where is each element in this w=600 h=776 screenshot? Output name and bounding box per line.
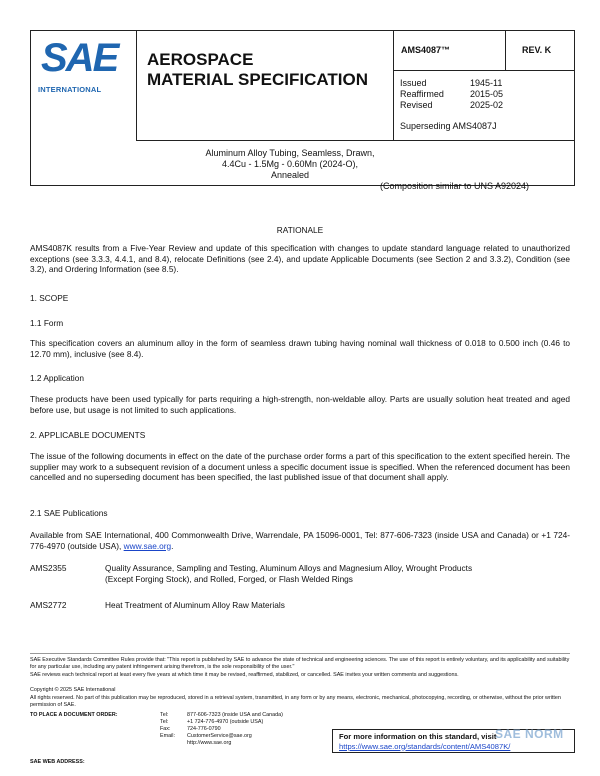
section-2-heading: 2. APPLICABLE DOCUMENTS bbox=[30, 430, 146, 440]
reference-code: AMS2355 bbox=[30, 563, 67, 573]
footer-rights: All rights reserved. No part of this publication may be reproduced, stored in a retrieval system, transmitted, in any form or by any means, electronic, mechanical, photocopying, recording, or otherwise, without the prior written permission of SAE. bbox=[30, 695, 561, 708]
divider bbox=[393, 30, 394, 140]
reference-title: Quality Assurance, Sampling and Testing, Aluminum Alloys and Magnesium Alloy, Wrought Products (Except Forging Stock), and Rolled, Forged, or Flash Welded Rings bbox=[105, 563, 473, 584]
sae-logo-text: SAE bbox=[41, 36, 118, 80]
divider bbox=[136, 30, 137, 140]
contact-values: 877-606-7323 (inside USA and Canada) +1 724-776-4970 (outside USA) 724-776-0790 CustomerService@sae.org http://www.sae.org bbox=[187, 712, 283, 746]
section-1-2-text: These products have been used typically for parts requiring a high-strength, non-weldable alloy. Parts are usually solution heat treated and aged before use, but usage is not limited to such applications. bbox=[30, 394, 570, 415]
more-info-box: For more information on this standard, visit https://www.sae.org/standards/content/AMS4087K/ bbox=[332, 729, 575, 753]
reference-code: AMS2772 bbox=[30, 600, 67, 610]
divider bbox=[393, 70, 575, 71]
title-line: AEROSPACE bbox=[147, 50, 254, 69]
footer-disclaimer: SAE Executive Standards Committee Rules provide that: "This report is published by SAE to advance the state of technical and engineering sciences. The use of this report is entirely voluntary, and its applicability and suitability for any particular use, including any patent infringement arising therefrom, is the sole responsibility of the user." bbox=[30, 657, 570, 670]
sae-website-link[interactable]: www.sae.org bbox=[123, 540, 172, 551]
document-subtitle: Aluminum Alloy Tubing, Seamless, Drawn, 4.4Cu - 1.5Mg - 0.60Mn (2024-O), Annealed bbox=[205, 148, 375, 180]
section-2-1-heading: 2.1 SAE Publications bbox=[30, 508, 108, 518]
web-address-label: SAE WEB ADDRESS: bbox=[30, 759, 85, 765]
reference-title: Heat Treatment of Aluminum Alloy Raw Materials bbox=[105, 600, 285, 610]
contact-labels: Tel: Tel: Fax: Email: bbox=[160, 712, 175, 739]
standard-page-link[interactable]: https://www.sae.org/standards/content/AMS4087K/ bbox=[339, 741, 511, 751]
customer-service-email[interactable]: CustomerService@sae.org bbox=[187, 732, 252, 739]
document-dates bbox=[400, 78, 520, 111]
date-row: Reaffirmed 2015-05 bbox=[400, 89, 504, 99]
watermark: SAE NORM bbox=[495, 727, 564, 741]
section-1-1-heading: 1.1 Form bbox=[30, 318, 64, 328]
sae-logo-subtext: INTERNATIONAL bbox=[38, 85, 102, 94]
divider bbox=[505, 30, 506, 70]
date-row: Issued 1945-11 bbox=[400, 78, 503, 88]
footer-copyright: Copyright © 2025 SAE International bbox=[30, 687, 116, 693]
rationale-text: AMS4087K results from a Five-Year Review and update of this specification with changes to update standard language related to unauthorized exceptions (see 3.3.3, 4.4.1, and 8.4), relocate Definitions (see 2.4), and update Applicable Documents (see Section 2 and 3.3.2), Condition (see 3.2), and Ordering Information (see 8.5). bbox=[30, 243, 570, 275]
section-2-1-text: Available from SAE International, 400 Commonwealth Drive, Warrendale, PA 15096-0001, Tel: 877-606-7323 (inside USA and Canada) or +1 724-776-4970 (outside USA), www.sae.org. bbox=[30, 530, 570, 551]
superseding-note: Superseding AMS4087J bbox=[400, 121, 497, 131]
uns-composition-note: (Composition similar to UNS A92024) bbox=[380, 181, 530, 191]
rationale-heading: RATIONALE bbox=[276, 225, 324, 235]
section-1-heading: 1. SCOPE bbox=[30, 293, 69, 303]
document-number: AMS4087™ bbox=[401, 45, 451, 55]
order-label: TO PLACE A DOCUMENT ORDER: bbox=[30, 712, 118, 718]
document-type-title bbox=[147, 50, 368, 90]
footer-review-note: SAE reviews each technical report at least every five years at which time it may be revised, reaffirmed, stabilized, or cancelled. SAE invites your written comments and suggestions. bbox=[30, 672, 459, 678]
date-row: Revised 2025-02 bbox=[400, 100, 504, 110]
section-1-1-text: This specification covers an aluminum alloy in the form of seamless drawn tubing having nominal wall thickness of 0.018 to 0.500 inch (0.46 to 12.70 mm), inclusive (see 8.4). bbox=[30, 338, 570, 359]
title-line: MATERIAL SPECIFICATION bbox=[147, 70, 368, 89]
section-2-text: The issue of the following documents in effect on the date of the purchase order forms a part of this specification to the extent specified herein. The supplier may work to a subsequent revision of a document unless a specific document issue is specified. When the referenced document has been cancelled and no superseding document has been specified, the last published issue of that document shall apply. bbox=[30, 451, 570, 483]
sae-web-address-link[interactable]: http://www.sae.org bbox=[187, 739, 232, 746]
footer-divider bbox=[30, 653, 570, 654]
sae-logo bbox=[30, 30, 135, 130]
divider bbox=[136, 140, 575, 141]
section-1-2-heading: 1.2 Application bbox=[30, 373, 84, 383]
revision-label: REV. K bbox=[522, 45, 552, 55]
